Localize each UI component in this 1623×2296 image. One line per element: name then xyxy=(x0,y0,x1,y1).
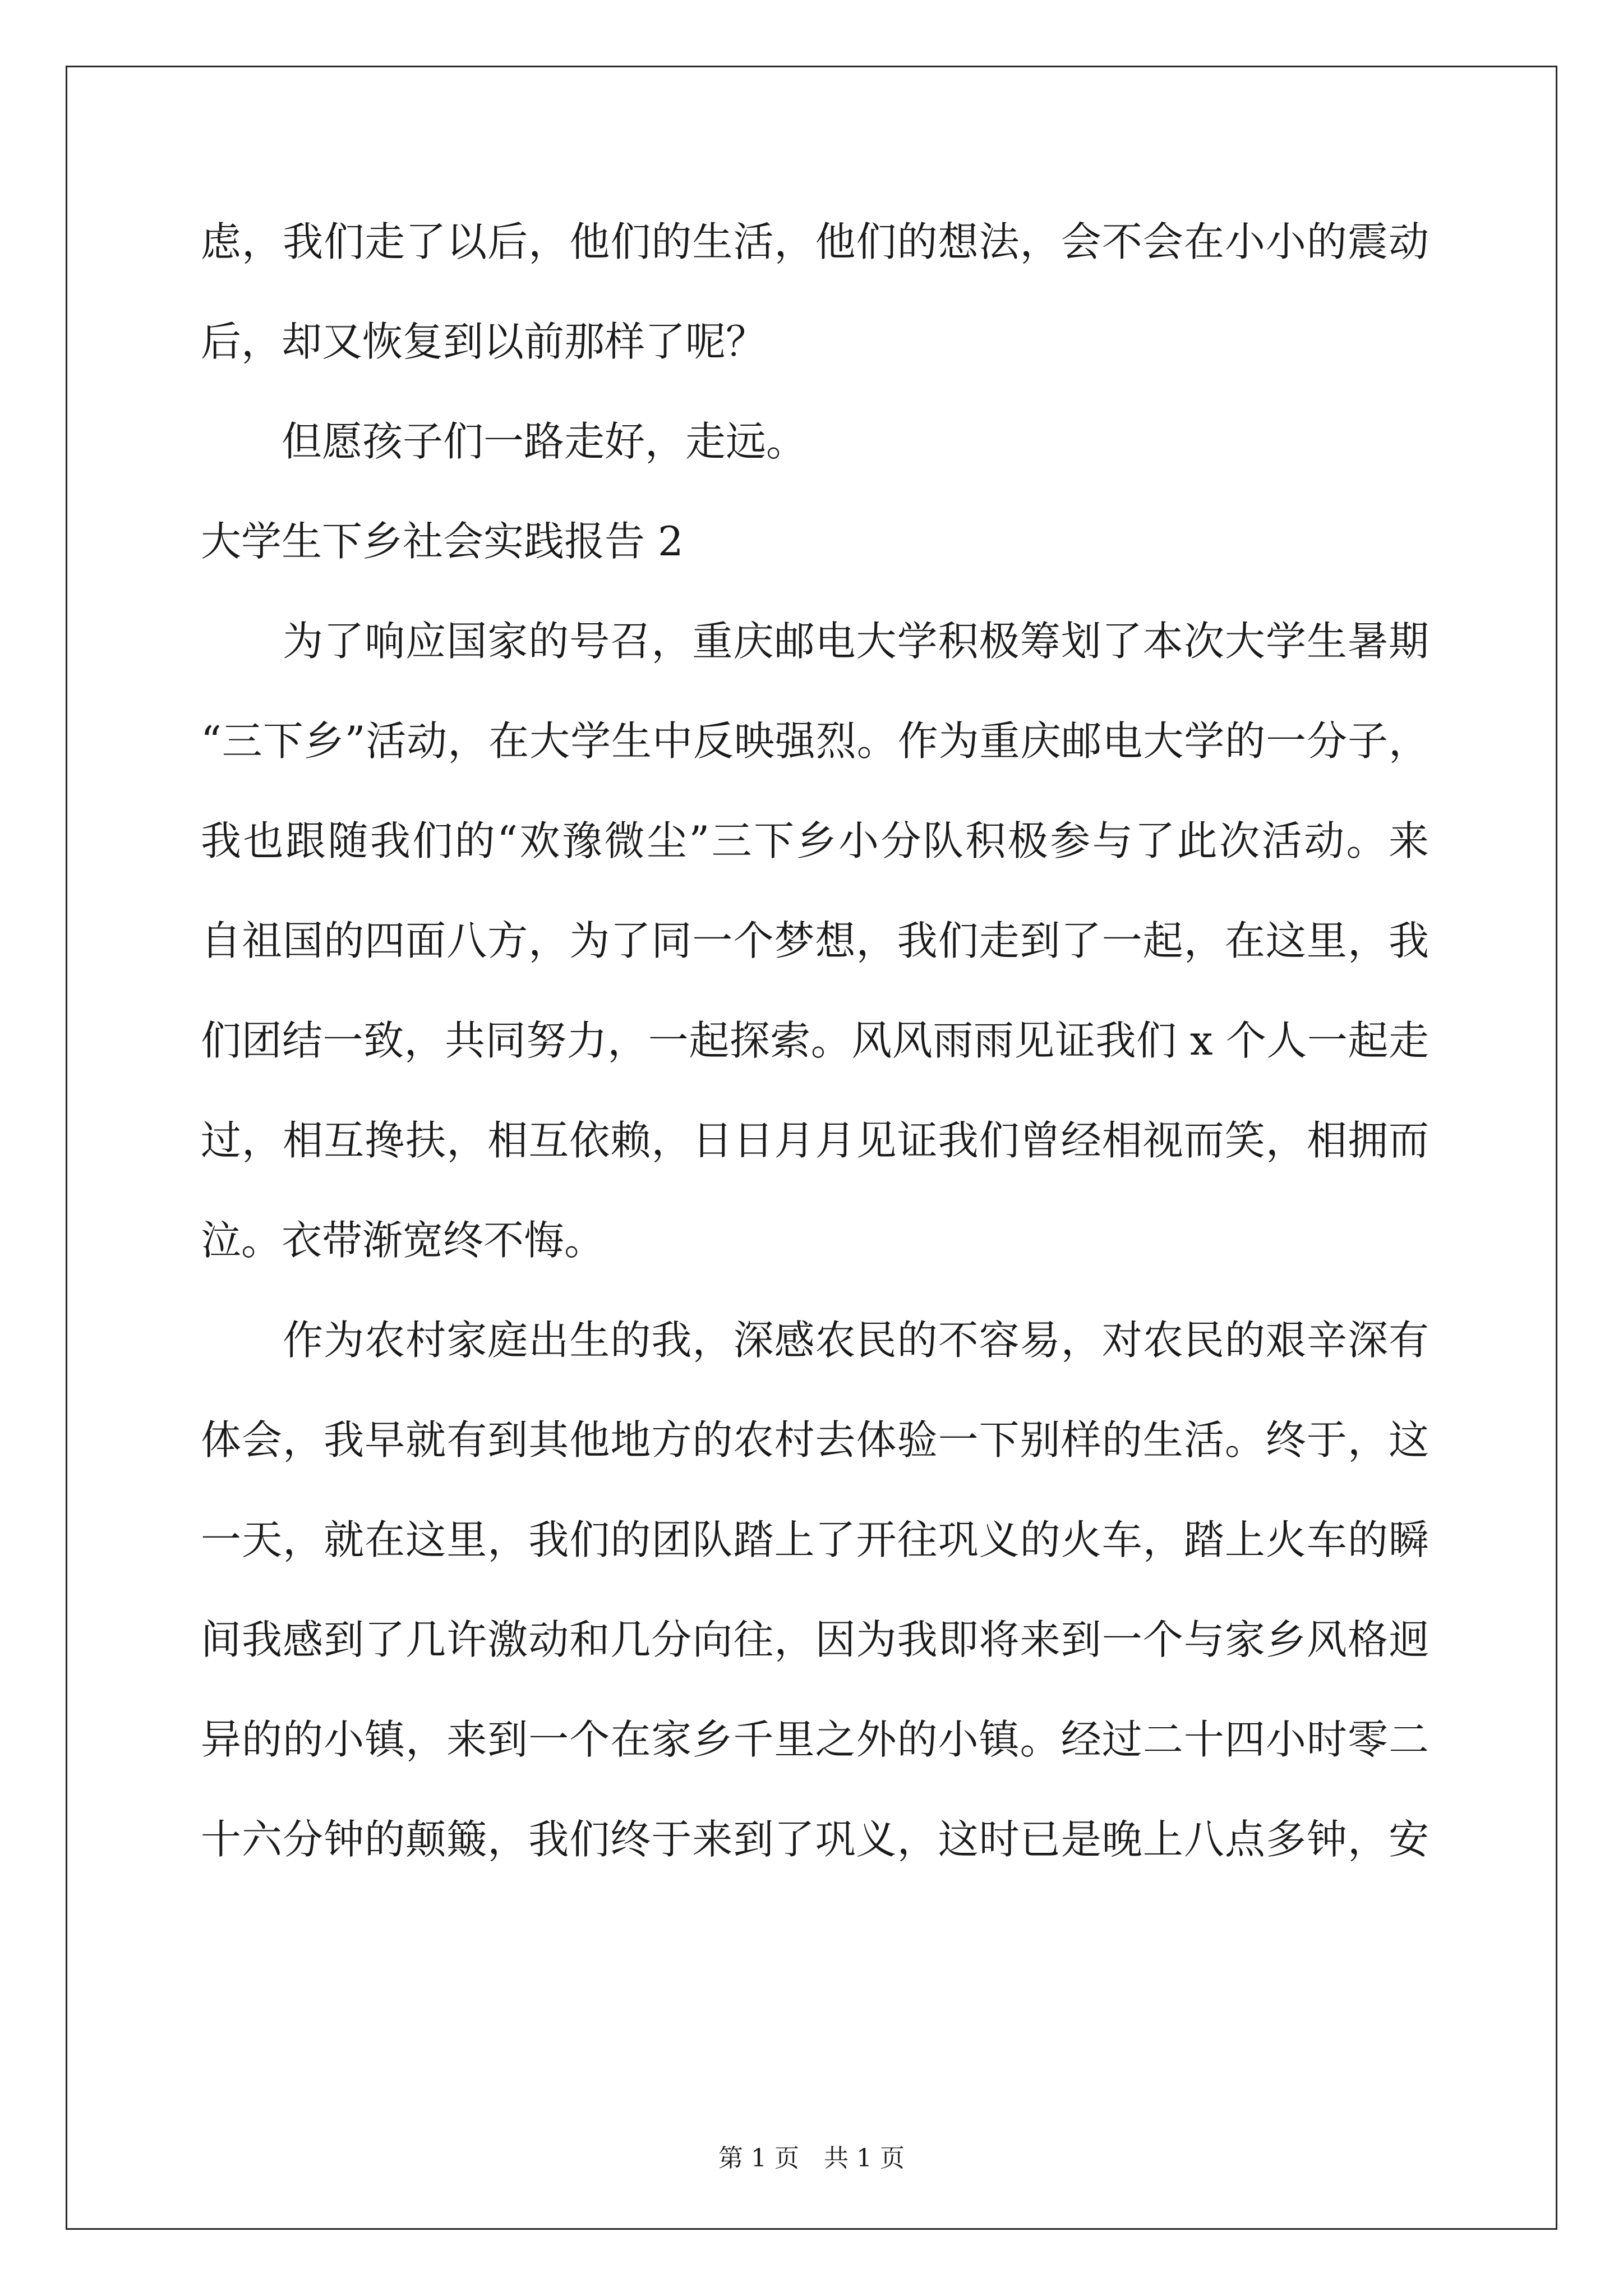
text-line: 一天，就在这里，我们的团队踏上了开往巩义的火车，踏上火车的瞬 xyxy=(201,1516,1429,1563)
page-footer xyxy=(0,2142,1623,2175)
text-line: 作为农村家庭出生的我，深感农民的不容易，对农民的艰辛深有 xyxy=(201,1317,1429,1364)
section-heading: 大学生下乡社会实践报告 2 xyxy=(201,518,684,565)
text-line: 体会，我早就有到其他地方的农村去体验一下别样的生活。终于，这 xyxy=(201,1416,1429,1464)
page-total: 共 1 页 xyxy=(824,2144,905,2173)
text-line: 异的的小镇，来到一个在家乡千里之外的小镇。经过二十四小时零二 xyxy=(201,1716,1429,1763)
text-line: 但愿孩子们一路走好，走远。 xyxy=(201,418,807,465)
text-line: 们团结一致，共同努力，一起探索。风风雨雨见证我们 x 个人一起走 xyxy=(201,1017,1429,1064)
text-line: 泣。衣带渐宽终不悔。 xyxy=(201,1217,605,1264)
page-number: 第 1 页 xyxy=(718,2144,799,2173)
text-line: 虑，我们走了以后，他们的生活，他们的想法，会不会在小小的震动 xyxy=(201,218,1429,265)
text-line: 自祖国的四面八方，为了同一个梦想，我们走到了一起，在这里，我 xyxy=(201,917,1429,964)
text-line: 间我感到了几许激动和几分向往，因为我即将来到一个与家乡风格迥 xyxy=(201,1616,1429,1663)
text-line: 我也跟随我们的“欢豫微尘”三下乡小分队积极参与了此次活动。来 xyxy=(201,817,1429,864)
text-line: 过，相互搀扶，相互依赖，日日月月见证我们曾经相视而笑，相拥而 xyxy=(201,1117,1429,1164)
text-line: 为了响应国家的号召，重庆邮电大学积极筹划了本次大学生暑期 xyxy=(201,618,1429,665)
text-line: “三下乡”活动，在大学生中反映强烈。作为重庆邮电大学的一分子， xyxy=(201,717,1429,765)
text-line: 后，却又恢复到以前那样了呢？ xyxy=(201,318,767,365)
text-line: 十六分钟的颠簸，我们终于来到了巩义，这时已是晚上八点多钟，安 xyxy=(201,1816,1429,1863)
